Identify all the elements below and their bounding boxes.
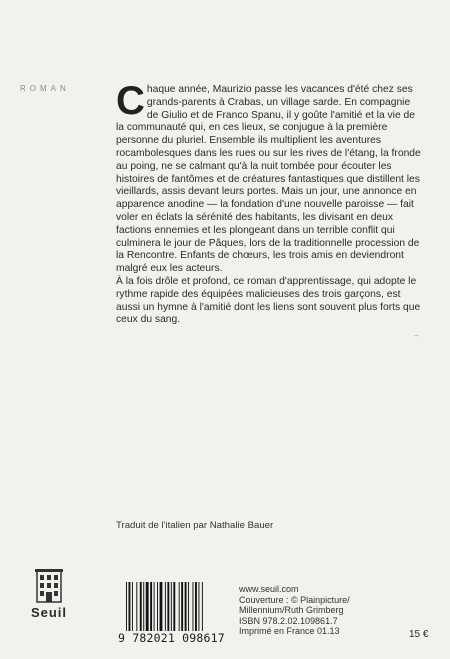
blurb-paragraph-1: haque année, Maurizio passe les vacances d'été chez ses grands-parents à Crabas, un village sarde. En compagnie de Giulio et de Franco Spanu, il y goûte l'amitié et la vie de la communauté qui, en ces lieux, se conjugue à la première personne du pluriel. Ensemble ils multiplient les aventures rocambolesques dans les rues ou sur les rives de l'étang, la fronde au poing, ne se calmant qu'à la nuit tombée pour écouter les histoires de fantômes et de créatures fantastiques que distillent les vieillards, assis devant leurs portes. Mais un jour, une annonce en apparence anodine — la fondation d'une nouvelle paroisse — fait voler en éclats la sérénité des habitants, les divisant en deux factions ennemies et les plongeant dans un terrible conflit qui culminera le jour de Pâques, lors de la traditionnelle procession de la Rencontre. Enfants de chœurs, les trois amis en deviendront malgré eux les acteurs. bbox=[116, 84, 421, 275]
back-cover-blurb bbox=[116, 79, 422, 327]
barcode-bar bbox=[160, 582, 163, 632]
barcode-bar bbox=[150, 582, 152, 632]
publisher-name: Seuil bbox=[30, 605, 68, 620]
cover-credit: Couverture : © Plainpicture/ bbox=[239, 594, 350, 605]
barcode-bar bbox=[140, 582, 142, 632]
website-text: www.seuil.com bbox=[239, 584, 299, 594]
drop-cap: C bbox=[116, 79, 145, 123]
barcode-bar bbox=[185, 582, 187, 632]
barcode-bar bbox=[193, 582, 194, 632]
printed-text: Imprimé en France 01.13 bbox=[239, 626, 340, 637]
barcode-bar bbox=[129, 582, 131, 632]
barcode-bar bbox=[202, 582, 203, 632]
barcode-bar bbox=[198, 582, 199, 632]
barcode-bar bbox=[132, 582, 133, 632]
barcode-bar bbox=[179, 582, 180, 632]
barcode-digits: 9 782021 098617 bbox=[118, 631, 234, 645]
publisher-logo bbox=[24, 567, 74, 620]
barcode-bars bbox=[118, 582, 234, 634]
cover-credit-2: Millennium/Ruth Grimberg bbox=[239, 605, 344, 616]
barcode-bar bbox=[146, 582, 149, 632]
barcode bbox=[118, 582, 234, 645]
barcode-bar bbox=[195, 582, 197, 632]
price-label: 15 € bbox=[409, 629, 429, 640]
barcode-bar bbox=[157, 582, 158, 632]
blurb-paragraph-2: À la fois drôle et profond, ce roman d'apprentissage, qui adopte le rythme rapide des équipées malicieuses des trois garçons, est aussi un hymne à l'amitié dont les liens sont souvent plus forts que ceux du sang. bbox=[116, 275, 421, 326]
barcode-bar bbox=[173, 582, 175, 632]
genre-label: ROMAN bbox=[20, 84, 70, 93]
barcode-bar bbox=[188, 582, 189, 632]
barcode-bar bbox=[165, 582, 166, 632]
barcode-bar bbox=[136, 582, 137, 632]
barcode-bar bbox=[143, 582, 144, 632]
barcode-bar bbox=[154, 582, 155, 632]
barcode-bar bbox=[181, 582, 183, 632]
building-logo-icon bbox=[34, 567, 64, 603]
pencil-mark: → bbox=[412, 330, 420, 339]
barcode-bar bbox=[171, 582, 172, 632]
translator-credit: Traduit de l'italien par Nathalie Bauer bbox=[116, 520, 274, 531]
publication-info bbox=[239, 584, 350, 637]
isbn-text: ISBN 978.2.02.109861.7 bbox=[239, 615, 338, 626]
barcode-bar bbox=[126, 582, 127, 632]
barcode-bar bbox=[167, 582, 169, 632]
